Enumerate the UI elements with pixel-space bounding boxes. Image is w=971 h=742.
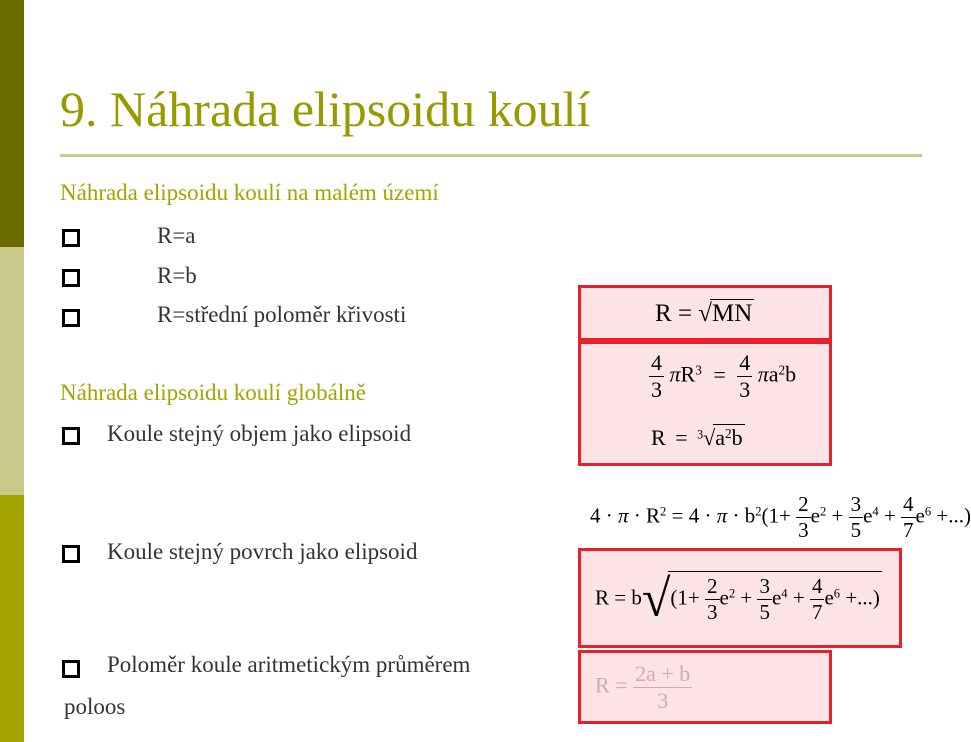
formula-volume-equality: $\frac{4}{3}$ $\pi R^3$ = $\frac{4}{3}$ $\pi a^2b$	[651, 350, 797, 402]
symbol-pi: π	[669, 361, 681, 387]
item-arithmetic-mean: Poloměr koule aritmetickým průměrem	[107, 652, 471, 677]
cube-root-radicand: $a^2b$	[715, 425, 743, 450]
symbol-equals: =	[677, 300, 693, 327]
bullet-icon	[62, 229, 80, 247]
formula-box-volume	[578, 341, 832, 466]
bullet-icon	[62, 660, 80, 678]
sqrt-icon: √	[641, 570, 671, 628]
item-r-equals-b: R=b	[157, 263, 197, 288]
formula-r-sqrt-mn	[655, 299, 754, 328]
bullet-icon	[62, 269, 80, 287]
item-r-equals-a: R=a	[157, 223, 196, 248]
symbol-r: R	[655, 300, 672, 327]
sqrt-icon: √	[703, 425, 716, 450]
symbol-mn: MN	[712, 300, 753, 327]
sqrt-radicand: (1+ $\frac{2}{3}$ $e^2$ + $\frac{3}{5}$ $e^4$ + $\frac{4}{7}$ $e^6$ +...)	[668, 571, 882, 623]
formula-arithmetic-mean: R = $\frac{2a + b}{3}$	[595, 661, 691, 713]
bullet-icon	[62, 427, 80, 445]
item-mean-curvature: R=střední poloměr křivosti	[157, 302, 407, 327]
bullet-icon	[62, 545, 80, 563]
item-same-volume: Koule stejný objem jako elipsoid	[107, 421, 412, 446]
title-divider	[60, 154, 922, 157]
fraction-three-fifths: $\frac{3}{5}$	[850, 492, 862, 542]
fraction-mean: $\frac{2a + b}{3}$	[635, 661, 691, 713]
fraction-four-thirds: $\frac{4}{3}$	[739, 350, 751, 402]
left-bar-top	[0, 0, 24, 247]
formula-box-arithmetic-mean	[578, 650, 832, 724]
item-arithmetic-mean-cont: poloos	[64, 694, 126, 719]
formula-box-mean-radius	[578, 285, 832, 341]
sqrt-icon: √	[698, 300, 713, 327]
fraction-two-thirds: $\frac{2}{3}$	[798, 492, 809, 542]
formula-cube-root: $R = ^3√a^2b$	[651, 425, 743, 450]
item-same-surface: Koule stejný povrch jako elipsoid	[107, 539, 418, 564]
formula-r-b-sqrt: R = b√(1+ $\frac{2}{3}$ $e^2$ + $\frac{3}{5}$ $e^4$ + $\frac{4}{7}$ $e^6$ +...)	[595, 570, 880, 628]
heading-local: Náhrada elipsoidu koulí na malém území	[60, 180, 439, 205]
bullet-icon	[62, 309, 80, 327]
page-title: 9. Náhrada elipsoidu koulí	[60, 81, 591, 137]
fraction-four-sevenths: $\frac{4}{7}$	[903, 492, 914, 542]
left-bar-bottom	[0, 495, 24, 742]
left-bar-middle	[0, 247, 24, 495]
formula-surface-equality: $4 \cdot \pi \cdot R^2 = 4 \cdot \pi \cdot b^2(1+$ $\frac{2}{3}$ $e^2$ + $\frac{3}{5}$ $e^4$ + $\frac{4}{7}$ $e^6$ +...)	[590, 492, 971, 542]
heading-global: Náhrada elipsoidu koulí globálně	[60, 380, 366, 405]
formula-box-surface-radius	[578, 548, 902, 648]
fraction-four-thirds: $\frac{4}{3}$	[651, 350, 662, 402]
